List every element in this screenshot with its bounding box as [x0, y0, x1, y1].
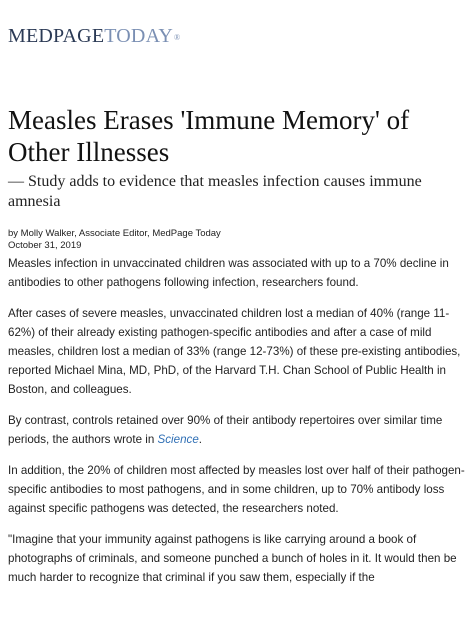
- article-date: October 31, 2019: [8, 240, 82, 251]
- logo-registered-mark: ®: [174, 33, 181, 42]
- article-paragraph-1: Measles infection in unvaccinated children was associated with up to a 70% decline in antibodies to other pathogens following infection, researchers found.: [8, 257, 449, 289]
- article-body: [8, 254, 468, 599]
- science-journal-link[interactable]: Science: [157, 433, 199, 446]
- article-byline: by Molly Walker, Associate Editor, MedPage Today: [8, 228, 221, 239]
- paragraph-3-text: By contrast, controls retained over 90% of their antibody repertoires over similar time periods, the authors wrote in: [8, 414, 443, 446]
- article-paragraph-3: [8, 411, 468, 449]
- article-paragraph-2: After cases of severe measles, unvaccinated children lost a median of 40% (range 11-62%) of their already existing pathogen-specific antibodies and after a case of mild measles, children lost a median of 33% (range 12-73%) of these pre-existing antibodies, reported Michael Mina, MD, PhD, of the Harvard T.H. Chan School of Public Health in Boston, and colleagues.: [8, 307, 461, 396]
- article-paragraph-5: "Imagine that your immunity against pathogens is like carrying around a book of photographs of criminals, and someone punched a bunch of holes in it. It would then be much harder to recognize that criminal if you saw them, especially if the: [8, 533, 457, 584]
- article-paragraph-4: In addition, the 20% of children most affected by measles lost over half of their pathogen-specific antibodies to most pathogens, and in some children, up to 70% antibody loss against specific pathogens was detected, the researchers noted.: [8, 464, 465, 515]
- medpage-today-logo[interactable]: [8, 24, 180, 48]
- article-subtitle: — Study adds to evidence that measles infection causes immune amnesia: [8, 173, 422, 210]
- logo-medpage-text: MEDPAGE: [8, 25, 105, 47]
- article-title: Measles Erases 'Immune Memory' of Other Illnesses: [8, 105, 410, 167]
- logo-today-text: TODAY: [104, 25, 174, 47]
- paragraph-3-end: .: [198, 433, 202, 446]
